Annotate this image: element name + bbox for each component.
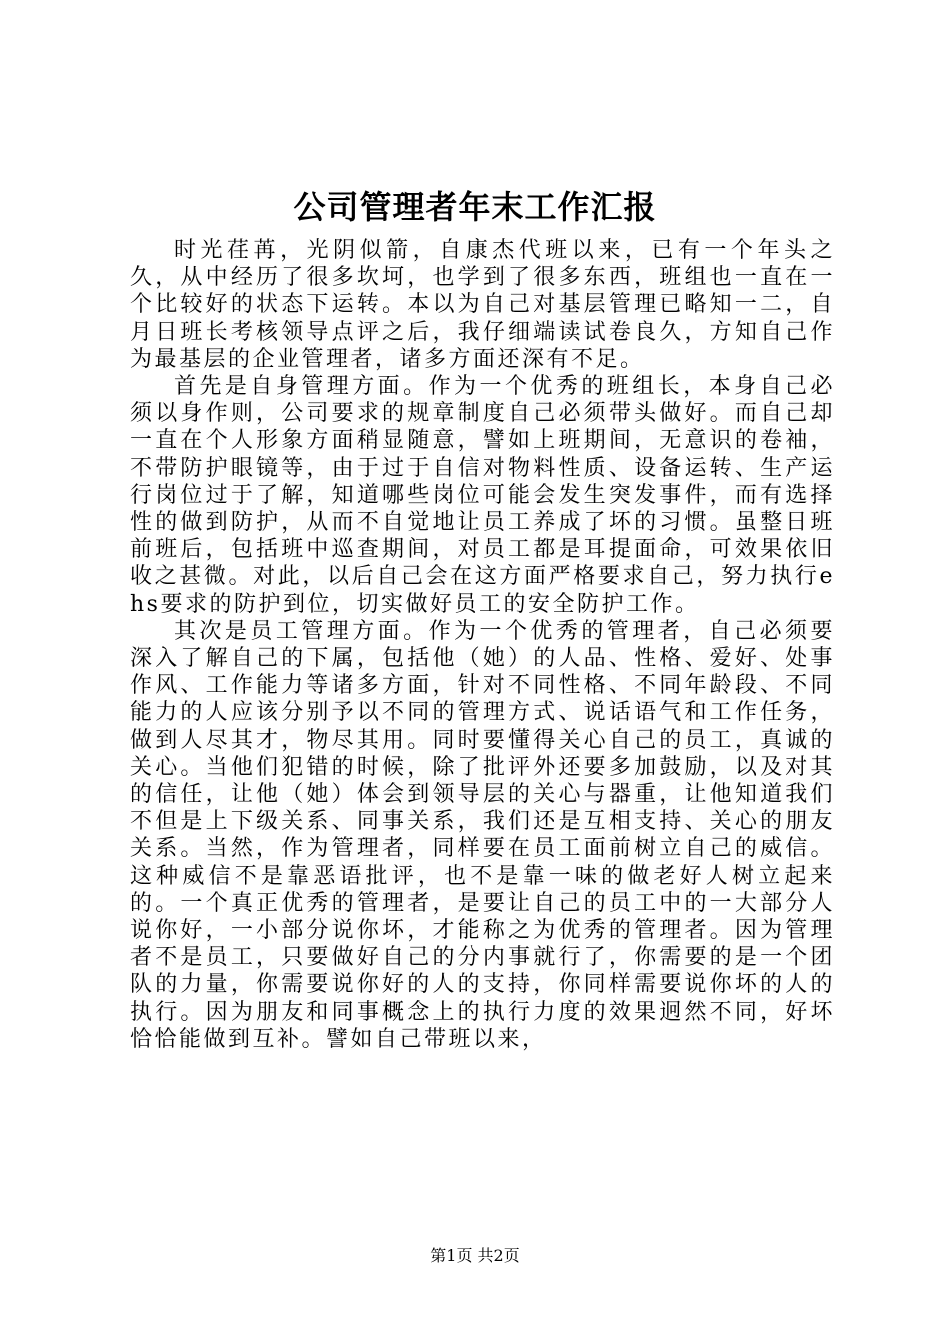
page-number-footer: 第1页 共2页 (430, 1246, 520, 1265)
document-body (130, 237, 835, 1053)
paragraph-intro: 时光荏苒，光阴似箭，自康杰代班以来，已有一个年头之久，从中经历了很多坎坷，也学到了很多东西，班组也一直在一个比较好的状态下运转。本以为自己对基层管理已略知一二，自月日班长考核领导点评之后，我仔细端读试卷良久，方知自己作为最基层的企业管理者，诸多方面还深有不足。 (130, 238, 835, 372)
paragraph-self-management: 首先是自身管理方面。作为一个优秀的班组长，本身自己必须以身作则，公司要求的规章制度自己必须带头做好。而自己却一直在个人形象方面稍显随意，譬如上班期间，无意识的卷袖，不带防护眼镜等，由于过于自信对物料性质、设备运转、生产运行岗位过于了解，知道哪些岗位可能会发生突发事件，而有选择性的做到防护，从而不自觉地让员工养成了坏的习惯。虽整日班前班后，包括班中巡查期间，对员工都是耳提面命，可效果依旧收之甚微。对此，以后自己会在这方面严格要求自己，努力执行ehs要求的防护到位，切实做好员工的安全防护工作。 (130, 374, 835, 617)
paragraph-staff-management: 其次是员工管理方面。作为一个优秀的管理者，自己必须要深入了解自己的下属，包括他（她）的人品、性格、爱好、处事作风、工作能力等诸多方面，针对不同性格、不同年龄段、不同能力的人应该分别予以不同的管理方式、说话语气和工作任务，做到人尽其才，物尽其用。同时要懂得关心自己的员工，真诚的关心。当他们犯错的时候，除了批评外还要多加鼓励，以及对其的信任，让他（她）体会到领导层的关心与器重，让他知道我们不但是上下级关系、同事关系，我们还是互相支持、关心的朋友关系。当然，作为管理者，同样要在员工面前树立自己的威信。这种威信不是靠恶语批评，也不是靠一味的做老好人树立起来的。一个真正优秀的管理者，是要让自己的员工中的一大部分人说你好，一小部分说你坏，才能称之为优秀的管理者。因为管理者不是员工，只要做好自己的分内事就行了，你需要的是一个团队的力量，你需要说你好的人的支持，你同样需要说你坏的人的执行。因为朋友和同事概念上的执行力度的效果迥然不同，好坏恰恰能做到互补。譬如自己带班以来， (130, 618, 835, 1052)
document-title: 公司管理者年末工作汇报 (293, 188, 657, 226)
